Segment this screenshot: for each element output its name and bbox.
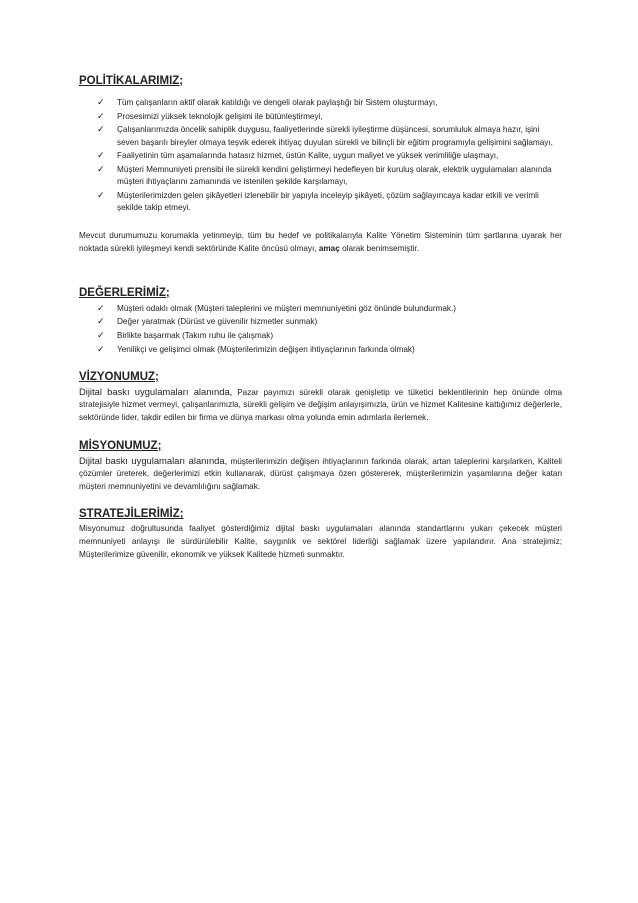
policies-closing-paragraph: Mevcut durumumuzu korumakla yetinmeyip, tüm bu hedef ve politikalarıyla Kalite Yönetim Sisteminin tüm şartlarına uyarak her noktada sürekli iyileşmeyi kendi sektöründe Kalite öncüsü olmayı, amaç olarak benimsemiştir.: [79, 231, 562, 253]
check-icon: ✓: [97, 344, 105, 355]
strategies-paragraph: Misyonumuz doğrultusunda faaliyet gösterdiğimiz dijital baskı uygulamaları alanında standartlarını yukarı çekecek müşteri memnuniyeti anlayışı ile sürdürülebilir Kalite, saygınlık ve sektörel liderliği sağlamak üzere yapılandırır. Ana stratejimiz; Müşterilerimize güvenilir, ekonomik ve yüksek Kalitede hizmeti sunmaktır.: [79, 524, 562, 559]
mission-section: [79, 439, 562, 494]
list-item: ✓ Müşteri odaklı olmak (Müşteri taleplerini ve müşteri memnuniyetini göz önünde bulundurmak.): [97, 303, 457, 314]
strategies-heading: STRATEJİLERİMİZ;: [79, 508, 184, 521]
check-icon: ✓: [97, 303, 105, 314]
check-icon: ✓: [97, 151, 105, 162]
mission-paragraph: Dijital baskı uygulamaları alanında, müşterilerimizin değişen ihtiyaçlarının farkında olarak, artan taleplerini karşılarken, Kaliteli çözümler üreterek, değerlerimizi etkin kullanarak, dürüst çalışmaya özen göstererek, müşterilerimizin yaşamlarına değer katan müşteri memnuniyetini ve devamlılığını sağlamak.: [79, 454, 562, 491]
list-item: ✓ Müşteri Memnuniyeti prensibi ile sürekli kendini geliştirmeyi hedefleyen bir kuruluş olarak, elektrik uygulamaları alanında müşteri ihtiyaçlarını zamanında ve istenilen şekilde karşılamayı,: [97, 165, 552, 187]
vision-paragraph: Dijital baskı uygulamaları alanında, Pazar payımızı sürekli olarak genişletip ve tüketici beklentilerinin hep önünde olma stratejisiyle hizmet vermeyi, çalışanlarımızla, sürekli gelişim ve değişim anlayışımızla, ürün ve hizmet Kalitesine kattığımız değerlerle, sektöründe lider, takdir edilen bir firma ve dünya markası olma yolunda emin adımlarla ilerlemek.: [79, 385, 562, 423]
values-section: [79, 286, 562, 356]
list-item: ✓ Müşterilerimizden gelen şikâyetleri izlenebilir bir yapıyla inceleyip şikâyeti, çözüm sağlayıncaya kadar etkili ve verimli şekilde takip etmeyi.: [97, 190, 539, 213]
values-heading: DEĞERLERİMİZ;: [79, 286, 170, 299]
list-item: ✓ Faaliyetinin tüm aşamalarında hatasız hizmet, üstün Kalite, uygun maliyet ve yüksek verimliliğe ulaşmayı,: [97, 151, 499, 162]
check-icon: ✓: [97, 98, 105, 108]
strategies-section: [79, 507, 562, 561]
check-icon: ✓: [97, 125, 105, 136]
vision-section: [79, 370, 562, 425]
policies-section: [79, 74, 562, 256]
list-item: ✓ Prosesimizi yüksek teknolojik gelişimi ile bütünleştirmeyi,: [97, 111, 323, 122]
check-icon: ✓: [97, 330, 105, 341]
values-list: [79, 303, 562, 356]
check-icon: ✓: [97, 165, 105, 176]
list-item: ✓ Çalışanlarımızda öncelik sahiplik duygusu, faaliyetlerinde sürekli iyileştirme düşüncesi, sorumluluk almaya hazır, işini seven başarılı bireyler olmaya teşvik ederek ihtiyaç duyulan sürekli ve bilinçli bir eğitim programıyla gelişimini sağlamayı,: [97, 125, 553, 147]
mission-heading: MİSYONUMUZ;: [79, 439, 162, 452]
check-icon: ✓: [97, 190, 105, 201]
policies-heading: POLİTİKALARIMIZ;: [79, 75, 184, 87]
list-item: ✓ Birlikte başarmak (Takım ruhu ile çalışmak): [97, 330, 274, 341]
list-item: ✓ Değer yaratmak (Dürüst ve güvenilir hizmetler sunmak): [97, 317, 318, 328]
document-content: [79, 74, 562, 575]
check-icon: ✓: [97, 111, 105, 122]
list-item: ✓ Yenilikçi ve gelişimci olmak (Müşterilerimizin değişen ihtiyaçlarının farkında olmak): [97, 344, 415, 355]
vision-heading: VİZYONUMUZ;: [79, 370, 159, 383]
list-item: ✓ Tüm çalışanların aktif olarak katıldığı ve dengeli olarak paylaştığı bir Sistem oluşturmayı,: [97, 98, 438, 108]
policies-list: [79, 97, 562, 214]
emphasis-text: amaç: [318, 243, 340, 253]
check-icon: ✓: [97, 317, 105, 328]
